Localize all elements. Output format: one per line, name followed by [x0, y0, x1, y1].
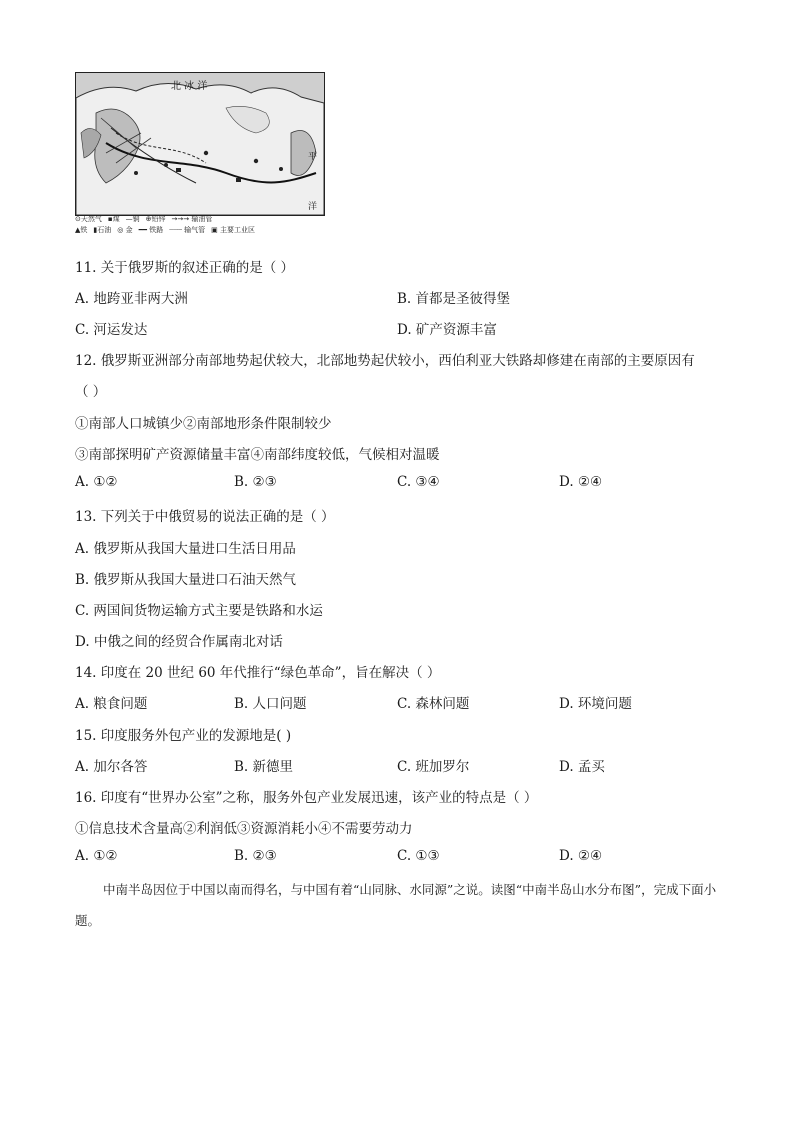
question-12-stem: 12. 俄罗斯亚洲部分南部地势起伏较大，北部地势起伏较小，西伯利亚大铁路却修建在南部的主要原因有 — [75, 353, 695, 369]
map-legend — [75, 214, 335, 236]
q13-option-b: B. 俄罗斯从我国大量进口石油天然气 — [75, 572, 297, 588]
ocean-label-right-2: 洋 — [308, 202, 318, 212]
q11-option-c: C. 河运发达 — [75, 322, 148, 338]
q16-option-c: C. ①③ — [397, 848, 440, 864]
russia-resource-map — [75, 72, 325, 216]
ocean-label-right: 平 — [308, 152, 318, 162]
q15-option-a: A. 加尔各答 — [75, 759, 148, 775]
q13-option-a: A. 俄罗斯从我国大量进口生活日用品 — [75, 541, 296, 557]
q15-option-b: B. 新德里 — [234, 759, 294, 775]
legend-row-2 — [75, 225, 335, 236]
q12-option-a: A. ①② — [75, 474, 118, 490]
q12-statement-2: ③南部探明矿产资源储量丰富④南部纬度较低，气候相对温暖 — [75, 447, 440, 463]
q12-option-b: B. ②③ — [234, 474, 277, 490]
legend-item: ▮石油 — [93, 226, 112, 234]
map-drawing — [76, 73, 324, 215]
q11-option-d: D. 矿产资源丰富 — [397, 322, 497, 338]
q14-option-d: D. 环境问题 — [559, 696, 632, 712]
q12-option-d: D. ②④ — [559, 474, 603, 490]
q16-option-b: B. ②③ — [234, 848, 277, 864]
legend-row-1 — [75, 214, 335, 225]
q16-option-d: D. ②④ — [559, 848, 603, 864]
question-11-stem: 11. 关于俄罗斯的叙述正确的是（ ） — [75, 260, 295, 276]
ocean-label-top: 北 冰 洋 — [171, 81, 208, 92]
legend-item: —铜 — [125, 215, 140, 223]
legend-item: →→→ 输油管 — [171, 215, 213, 223]
legend-item: ┈┈┈ 输气管 — [169, 226, 206, 234]
question-13-stem: 13. 下列关于中俄贸易的说法正确的是（ ） — [75, 509, 335, 525]
q11-option-a: A. 地跨亚非两大洲 — [75, 291, 188, 307]
q15-option-d: D. 孟买 — [559, 759, 605, 775]
q14-option-b: B. 人口问题 — [234, 696, 307, 712]
q13-option-d: D. 中俄之间的经贸合作属南北对话 — [75, 634, 283, 650]
question-14-stem: 14. 印度在 20 世纪 60 年代推行“绿色革命”，旨在解决（ ） — [75, 665, 441, 681]
legend-item: ⊕铅锌 — [145, 215, 166, 223]
legend-item: ▣ 主要工业区 — [211, 226, 255, 234]
question-16-stem: 16. 印度有“世界办公室”之称，服务外包产业发展迅速，该产业的特点是（ ） — [75, 790, 538, 806]
legend-item: ◎ 金 — [117, 226, 133, 234]
question-15-stem: 15. 印度服务外包产业的发源地是( ) — [75, 728, 292, 744]
q14-option-c: C. 森林问题 — [397, 696, 470, 712]
legend-item: ▪煤 — [107, 215, 120, 223]
q11-option-b: B. 首都是圣彼得堡 — [397, 291, 511, 307]
q12-option-c: C. ③④ — [397, 474, 440, 490]
q16-statement-1: ①信息技术含量高②利润低③资源消耗小④不需要劳动力 — [75, 821, 413, 837]
next-section-intro: 中南半岛因位于中国以南而得名，与中国有着“山同脉、水同源”之说。读图“中南半岛山水分布图”，完成下面小题。 — [75, 882, 717, 928]
q13-option-c: C. 两国间货物运输方式主要是铁路和水运 — [75, 603, 323, 619]
legend-item: ⊙天然气 — [75, 215, 102, 223]
question-12-stem-cont: （ ） — [75, 384, 107, 400]
q15-option-c: C. 班加罗尔 — [397, 759, 470, 775]
q16-option-a: A. ①② — [75, 848, 118, 864]
q12-statement-1: ①南部人口城镇少②南部地形条件限制较少 — [75, 416, 332, 432]
legend-item: ━━ 铁路 — [138, 226, 164, 234]
q14-option-a: A. 粮食问题 — [75, 696, 148, 712]
legend-item: ▲铁 — [75, 226, 88, 234]
